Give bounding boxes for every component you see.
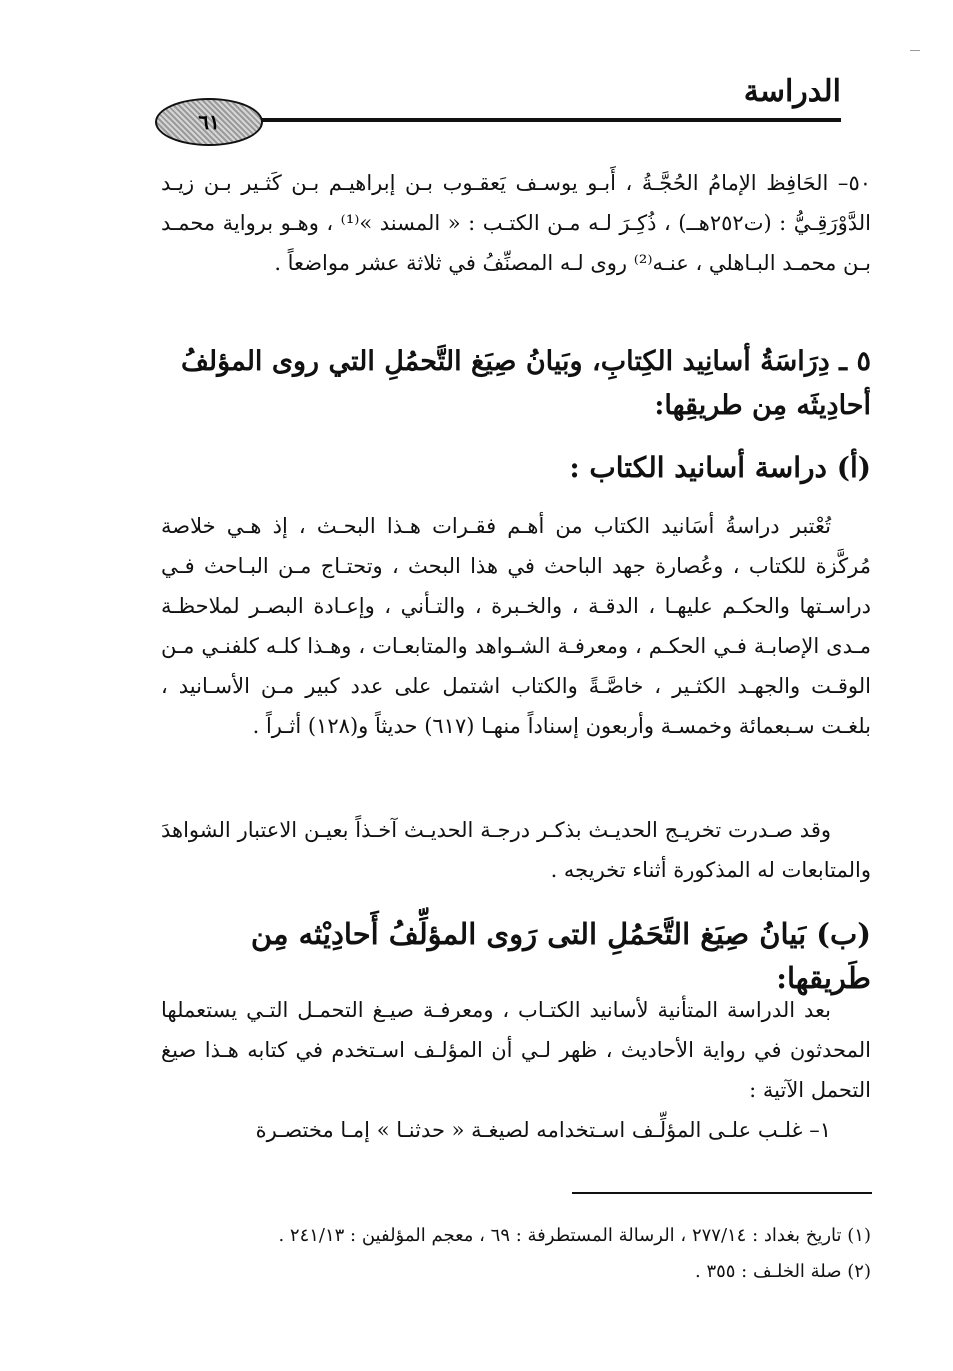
paragraph-text: ٥٠– الحَافِظ الإمامُ الحُجَّـةُ ، أَبـو يوسـف يَعقـوب بـن إبراهيـم بـن كَثـير بـن زيـد الدَّوْرَقِـيُّ : (ت٢٥٢هــ) ، ذُكِـرَ لـه مـن الكتـب : « المسند »⁽¹⁾ ، وهـو برواية محمـد بـن محمـد البـاهلي ، عنـه⁽²⁾ روى لـه المصنِّفُ في ثلاثة عشر مواضعاً . xyxy=(161,171,871,275)
footnotes xyxy=(161,1218,871,1290)
paragraph-tahammul xyxy=(161,990,871,1150)
paragraph-takhrij xyxy=(161,810,871,890)
footnote-rule xyxy=(572,1192,872,1194)
paragraph-text: تُعْتبر دراسةُ أسَانيد الكتاب من أهـم فقـرات هـذا البحـث ، إذ هـي خلاصة مُركَّزة للكتاب ، وعُصارة جهد الباحث في هذا البحث ، وتحتـاج مـن البـاحث فـي دراسـتها والحكـم عليهـا ، الدقـة ، والخـبرة ، والتـأني ، وإعـادة البصـر لملاحظـة مـدى الإصابـة فـي الحكـم ، ومعرفـة الشـواهد والمتابعـات ، وهـذا كلـه كلفنـي مـن الوقـت والجهـد الكثـير ، خاصَّـةً والكتاب اشتمل على عدد كبير مـن الأسـانيد ، بلغـت سـبعمائة وخمسـة وأربعون إسناداً منهـا (٦١٧) حديثاً و(١٢٨) أثـراً . xyxy=(161,514,871,738)
subheading-b: (ب) بَيانُ صِيَغ التَّحَمُلِ التى رَوى المؤلِّفُ أَحادِيْثه مِن طَريقها: xyxy=(250,917,871,995)
subheading-a: (أ) دراسة أسانيد الكتاب : xyxy=(569,451,871,484)
section-heading-5: ٥ ـ دِرَاسَةُ أسانِيد الكِتابِ، وبَيانُ صِيَغ التَّحمُلِ التي روى المؤلفُ أحادِيثَه مِن طريقِها: xyxy=(180,346,871,421)
footnote-1: (١) تاريخ بغداد : ٢٧٧/١٤ ، الرسالة المستطرفة : ٦٩ ، معجم المؤلفين : ٢٤١/١٣ . xyxy=(278,1225,871,1246)
footnote-2: (٢) صلة الخلـف : ٣٥٥ . xyxy=(694,1261,871,1282)
paragraph-text: بعد الدراسة المتأنية لأسانيد الكتـاب ، ومعرفـة صيـغ التحمـل التـي يستعملها المحدثون في رواية الأحاديث ، ظهر لـي أن المؤلـف اسـتخدم في كتابه هـذا صيغ التحمل الآتية : xyxy=(161,998,871,1102)
page-number: ٦١ xyxy=(198,110,220,134)
paragraph-text: وقد صـدرت تخريـج الحديـث بذكـر درجـة الحديـث آخـذاً بعيـن الاعتبار الشواهدَ والمتابعات له المذكورة أثناء تخريجه . xyxy=(161,818,871,882)
paragraph-text: ١– غلـب علـى المؤلِّـف اسـتخدامه لصيغـة « حدثنـا » إمـا مختصـرة xyxy=(255,1118,831,1142)
scan-mark xyxy=(910,50,920,51)
paragraph-narrator-50 xyxy=(161,163,871,283)
running-header-title: الدراسة xyxy=(743,74,841,109)
page-number-badge xyxy=(155,98,263,146)
paragraph-study-intro xyxy=(161,506,871,746)
header-rule xyxy=(238,118,841,122)
